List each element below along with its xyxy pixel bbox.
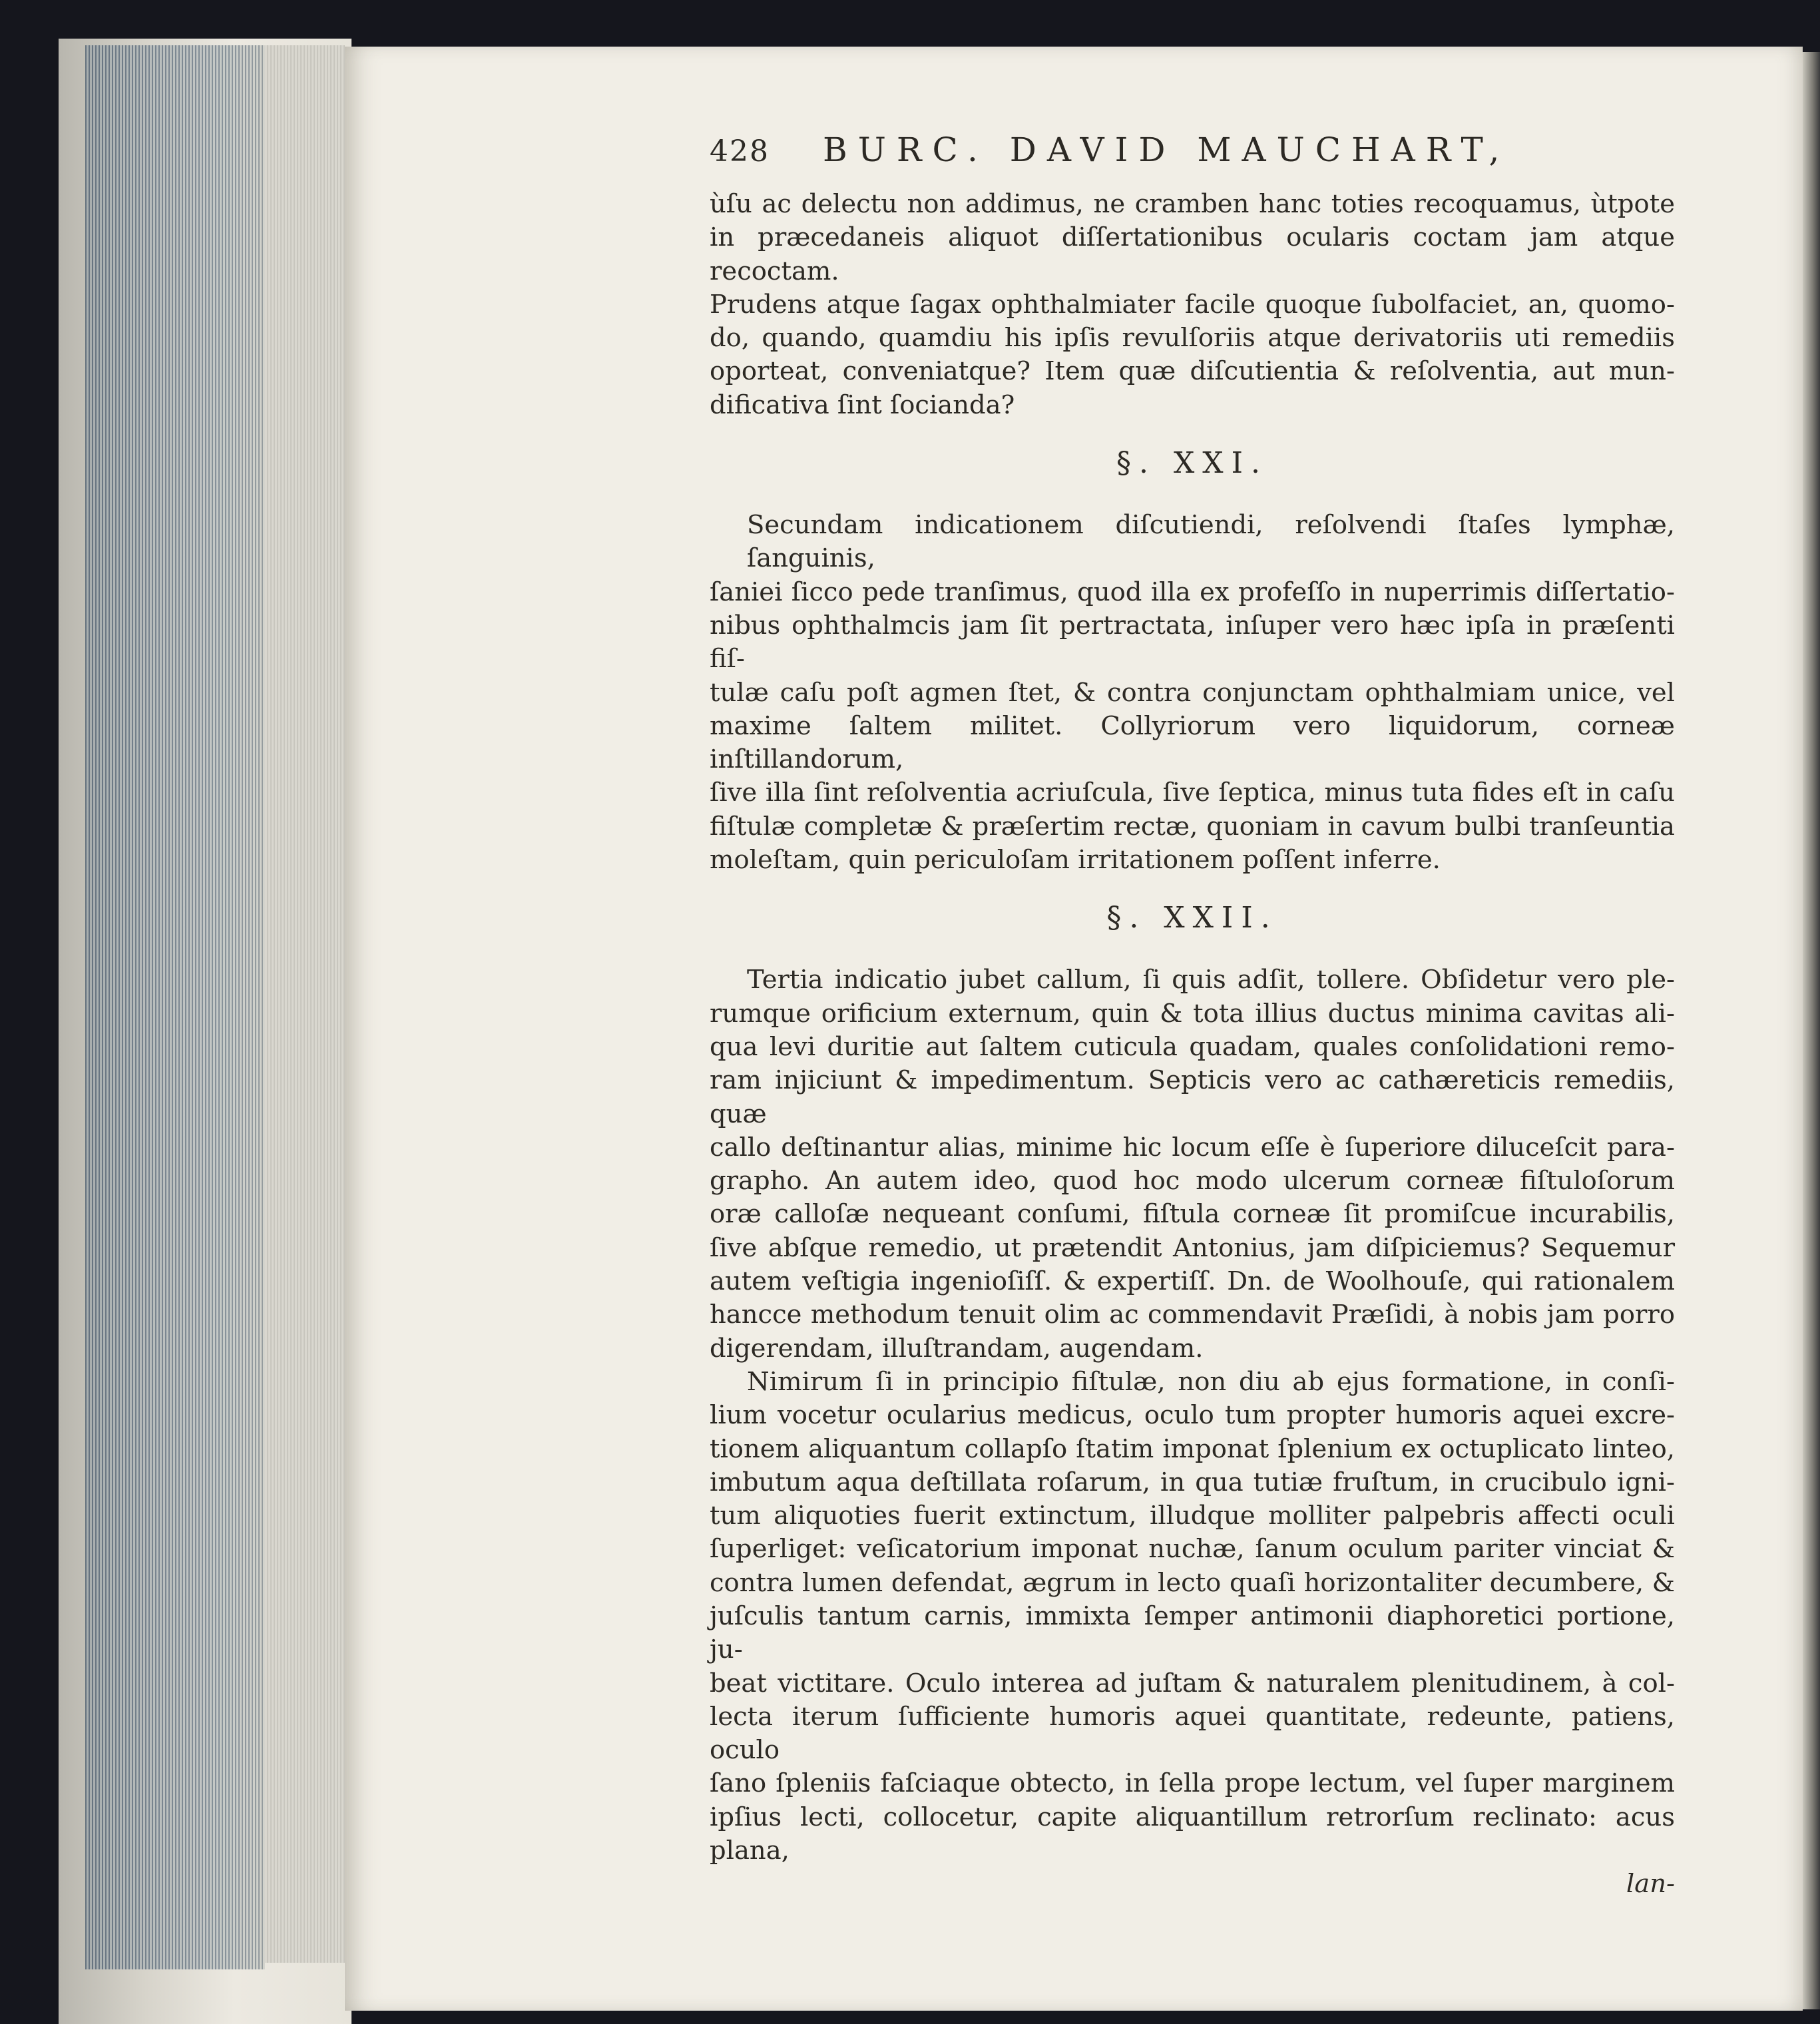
text-line: in præcedaneis aliquot diſſertationibus ocularis coctam jam atque recoctam.	[710, 222, 1675, 286]
text-line: tum aliquoties fuerit extinctum, illudque molliter palpebris affecti oculi	[710, 1501, 1675, 1531]
paragraph-21	[710, 509, 1675, 877]
text-line: juſculis tantum carnis, immixta ſemper antimonii diaphoretici portione, ju-	[710, 1601, 1675, 1665]
section-heading-22: §. XXII.	[1106, 901, 1278, 935]
text-line: grapho. An autem ideo, quod hoc modo ulcerum corneæ fiſtuloſorum	[710, 1166, 1675, 1196]
text-line: lium vocetur ocularius medicus, oculo tum propter humoris aquei excre-	[710, 1400, 1675, 1431]
text-line: ſive abſque remedio, ut prætendit Antonius, jam diſpiciemus? Sequemur	[710, 1232, 1675, 1263]
text-line: oræ calloſæ nequeant conſumi, fiſtula corneæ ſit promiſcue incurabilis,	[710, 1199, 1675, 1230]
page-number: 428	[710, 134, 770, 168]
page-text	[710, 130, 1675, 1901]
text-line: ſive illa ſint reſolventia acriuſcula, ſive ſeptica, minus tuta fides eſt in caſu	[710, 778, 1675, 808]
running-head	[710, 130, 1675, 188]
text-line: callo deſtinantur alias, minime hic locum eſſe è ſuperiore diluceſcit para-	[710, 1132, 1675, 1162]
text-line: tionem aliquantum collapſo ſtatim imponat ſplenium ex octuplicato linteo,	[710, 1433, 1675, 1464]
intro-paragraph	[710, 188, 1675, 422]
text-line: rumque orificium externum, quin & tota illius ductus minima cavitas ali-	[710, 998, 1675, 1029]
text-line: oporteat, conveniatque? Item quæ diſcutientia & reſolventia, aut mun-	[710, 356, 1675, 387]
text-line: ipſius lecti, collocetur, capite aliquantillum retrorſum reclinato: acus plana,	[710, 1802, 1675, 1866]
section-heading-21: §. XXI.	[1116, 446, 1268, 481]
text-line: maxime ſaltem militet. Collyriorum vero liquidorum, corneæ inſtillandorum,	[710, 710, 1675, 775]
text-line: contra lumen defendat, ægrum in lecto quaſi horizontaliter decumbere, &	[710, 1567, 1675, 1598]
text-line: ſaniei ſicco pede tranſimus, quod illa ex profeſſo in nuperrimis diſſertatio-	[710, 577, 1675, 607]
gutter-shadow	[1803, 52, 1820, 2009]
page-edges-inner	[265, 45, 345, 1963]
text-line: Tertia indicatio jubet callum, ſi quis adſit, tollere. Obſidetur vero ple-	[747, 965, 1675, 995]
text-line: tulæ caſu poſt agmen ſtet, & contra conjunctam ophthalmiam unice, vel	[710, 677, 1675, 708]
text-line: ſuperliget: veſicatorium imponat nuchæ, ſanum oculum pariter vinciat &	[710, 1534, 1675, 1565]
text-line: moleſtam, quin periculoſam irritationem poſſent inferre.	[710, 845, 1441, 876]
text-line: Prudens atque ſagax ophthalmiater facile quoque ſubolfaciet, an, quomo-	[710, 289, 1675, 320]
text-line: dificativa ſint ſocianda?	[710, 389, 1015, 420]
text-line: ùſu ac delectu non addimus, ne cramben hanc toties recoquamus, ùtpote	[710, 189, 1675, 219]
text-line: nibus ophthalmcis jam ſit pertractata, inſuper vero hæc ipſa in præſenti fiſ-	[710, 610, 1675, 674]
text-line: ram injiciunt & impedimentum. Septicis vero ac cathæreticis remediis, quæ	[710, 1065, 1675, 1129]
text-line: qua levi duritie aut ſaltem cuticula quadam, quales conſolidationi remo-	[710, 1031, 1675, 1062]
text-line: imbutum aqua deſtillata roſarum, in qua tutiæ fruſtum, in crucibulo igni-	[710, 1467, 1675, 1497]
text-line: autem veſtigia ingenioſiſſ. & expertiſſ. Dn. de Woolhouſe, qui rationalem	[710, 1266, 1675, 1297]
text-line: fiſtulæ completæ & præſertim rectæ, quoniam in cavum bulbi tranſeuntia	[710, 811, 1675, 842]
text-line: do, quando, quamdiu his ipſis revulſoriis atque derivatoriis uti remediis	[710, 323, 1675, 354]
catchword: lan-	[1626, 1869, 1675, 1899]
paragraph-22b	[710, 1366, 1675, 1868]
running-title: BURC. DAVID MAUCHART,	[823, 130, 1510, 169]
text-line: Nimirum ſi in principio fiſtulæ, non diu ab ejus formatione, in conſi-	[747, 1366, 1675, 1397]
text-line: hancce methodum tenuit olim ac commendavit Præſidi, à nobis jam porro	[710, 1300, 1675, 1330]
text-line: Secundam indicationem diſcutiendi, reſolvendi ſtaſes lymphæ, ſanguinis,	[747, 510, 1675, 574]
paragraph-22a	[710, 963, 1675, 1366]
text-line: beat victitare. Oculo interea ad juſtam & naturalem plenitudinem, à col-	[710, 1668, 1675, 1698]
text-line: digerendam, illuſtrandam, augendam.	[710, 1333, 1204, 1364]
page-edges	[85, 45, 265, 1969]
text-line: lecta iterum ſufficiente humoris aquei quantitate, redeunte, patiens, oculo	[710, 1701, 1675, 1766]
text-line: ſano ſpleniis faſciaque obtecto, in ſella prope lectum, vel ſuper marginem	[710, 1768, 1675, 1799]
